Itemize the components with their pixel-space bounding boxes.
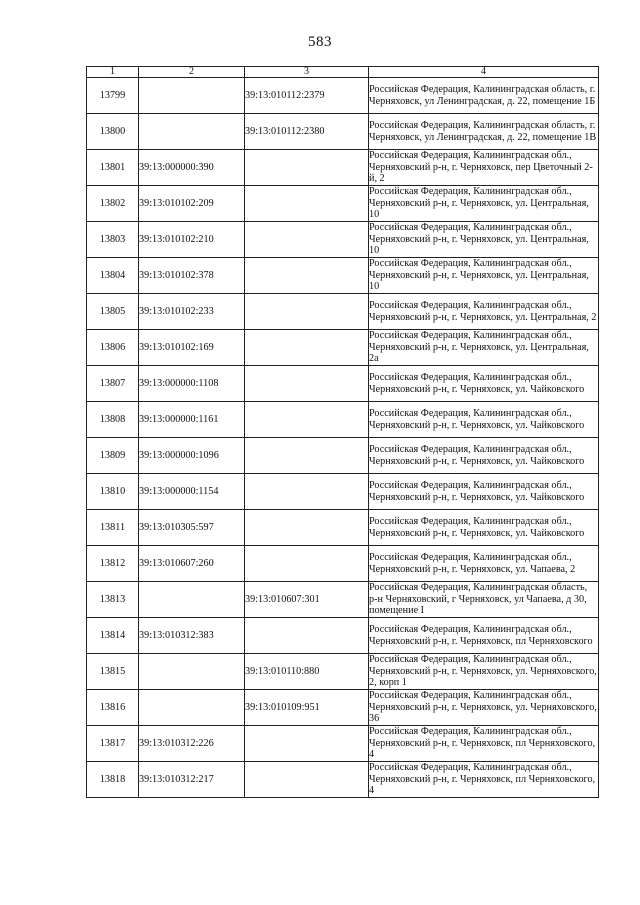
- table-row: [87, 546, 599, 582]
- column-header-land-cadastral: 2: [139, 67, 245, 78]
- address-cell: Российская Федерация, Калининградская область, г. Черняховск, ул Ленинградская, д. 22, помещение 1Б: [369, 78, 599, 114]
- land-cadastral-number-cell: 39:13:010102:169: [139, 330, 245, 366]
- object-cadastral-number-cell: [245, 222, 369, 258]
- object-cadastral-number-cell: 39:13:010112:2379: [245, 78, 369, 114]
- land-cadastral-number-cell: 39:13:000000:1096: [139, 438, 245, 474]
- address-cell: Российская Федерация, Калининградская область, р-н Черняховский, г Черняховск, ул Чапаева, д 30, помещение I: [369, 582, 599, 618]
- object-cadastral-number-cell: [245, 474, 369, 510]
- table-row: [87, 294, 599, 330]
- row-number-cell: 13816: [87, 690, 139, 726]
- row-number-cell: 13801: [87, 150, 139, 186]
- table-row: [87, 330, 599, 366]
- table-row: [87, 186, 599, 222]
- table-row: [87, 474, 599, 510]
- land-cadastral-number-cell: 39:13:000000:390: [139, 150, 245, 186]
- land-cadastral-number-cell: 39:13:010312:217: [139, 762, 245, 798]
- table-row: [87, 438, 599, 474]
- row-number-cell: 13803: [87, 222, 139, 258]
- address-cell: Российская Федерация, Калининградская обл., Черняховский р-н, г. Черняховск, ул. Чайковского: [369, 510, 599, 546]
- address-cell: Российская Федерация, Калининградская обл., Черняховский р-н, г. Черняховск, ул. Черняховского, 36: [369, 690, 597, 725]
- table-row: [87, 726, 599, 762]
- object-cadastral-number-cell: [245, 618, 369, 654]
- land-cadastral-number-cell: 39:13:010312:383: [139, 618, 245, 654]
- address-cell: Российская Федерация, Калининградская обл., Черняховский р-н, г. Черняховск, пер Цветочный 2-й, 2: [369, 150, 599, 186]
- row-number-cell: 13811: [87, 510, 139, 546]
- object-cadastral-number-cell: [245, 330, 369, 366]
- row-number-cell: 13800: [87, 114, 139, 150]
- object-cadastral-number-cell: [245, 546, 369, 582]
- table-body: [87, 78, 599, 798]
- land-cadastral-number-cell: 39:13:010305:597: [139, 510, 245, 546]
- address-cell: Российская Федерация, Калининградская обл., Черняховский р-н, г. Черняховск, ул. Чайковского: [369, 474, 599, 510]
- address-cell: Российская Федерация, Калининградская область, г. Черняховск, ул Ленинградская, д. 22, помещение 1В: [369, 114, 599, 150]
- address-cell: Российская Федерация, Калининградская обл., Черняховский р-н, г. Черняховск, пл Черняховского, 4: [369, 762, 599, 798]
- object-cadastral-number-cell: [245, 402, 369, 438]
- table-row: [87, 654, 599, 690]
- object-cadastral-number-cell: [245, 762, 369, 798]
- object-cadastral-number-cell: [245, 726, 369, 762]
- row-number-cell: 13809: [87, 438, 139, 474]
- row-number-cell: 13799: [87, 78, 139, 114]
- row-number-cell: 13805: [87, 294, 139, 330]
- land-cadastral-number-cell: 39:13:010607:260: [139, 546, 245, 582]
- land-cadastral-number-cell: [139, 654, 245, 690]
- registry-table: [86, 66, 599, 798]
- land-cadastral-number-cell: 39:13:010102:378: [139, 258, 245, 294]
- table-row: [87, 402, 599, 438]
- row-number-cell: 13812: [87, 546, 139, 582]
- address-cell: Российская Федерация, Калининградская обл., Черняховский р-н, г. Черняховск, ул. Центральная, 10: [369, 186, 599, 222]
- row-number-cell: 13807: [87, 366, 139, 402]
- address-cell: Российская Федерация, Калининградская обл., Черняховский р-н, г. Черняховск, ул. Чайковского: [369, 438, 599, 474]
- object-cadastral-number-cell: [245, 366, 369, 402]
- object-cadastral-number-cell: 39:13:010607:301: [245, 582, 369, 618]
- table-row: [87, 78, 599, 114]
- address-cell: Российская Федерация, Калининградская обл., Черняховский р-н, г. Черняховск, ул. Чайковского: [369, 366, 599, 402]
- object-cadastral-number-cell: [245, 294, 369, 330]
- land-cadastral-number-cell: 39:13:010102:209: [139, 186, 245, 222]
- table-row: [87, 114, 599, 150]
- row-number-cell: 13814: [87, 618, 139, 654]
- row-number-cell: 13817: [87, 726, 139, 762]
- address-cell: Российская Федерация, Калининградская обл., Черняховский р-н, г. Черняховск, ул. Черняховского, 2, корп 1: [369, 654, 597, 689]
- column-header-number: 1: [87, 67, 139, 78]
- land-cadastral-number-cell: [139, 114, 245, 150]
- land-cadastral-number-cell: [139, 78, 245, 114]
- object-cadastral-number-cell: [245, 150, 369, 186]
- land-cadastral-number-cell: 39:13:010102:210: [139, 222, 245, 258]
- address-cell: Российская Федерация, Калининградская обл., Черняховский р-н, г. Черняховск, ул. Чайковского: [369, 402, 599, 438]
- land-cadastral-number-cell: [139, 582, 245, 618]
- object-cadastral-number-cell: [245, 258, 369, 294]
- land-cadastral-number-cell: 39:13:000000:1108: [139, 366, 245, 402]
- object-cadastral-number-cell: [245, 186, 369, 222]
- row-number-cell: 13804: [87, 258, 139, 294]
- land-cadastral-number-cell: [139, 690, 245, 726]
- row-number-cell: 13806: [87, 330, 139, 366]
- page-number: 583: [308, 34, 332, 50]
- column-header-object-cadastral: 3: [245, 67, 369, 78]
- row-number-cell: 13810: [87, 474, 139, 510]
- row-number-cell: 13815: [87, 654, 139, 690]
- land-cadastral-number-cell: 39:13:000000:1161: [139, 402, 245, 438]
- address-cell: Российская Федерация, Калининградская обл., Черняховский р-н, г. Черняховск, ул. Центральная, 2: [369, 294, 599, 330]
- object-cadastral-number-cell: 39:13:010109:951: [245, 690, 369, 726]
- address-cell: Российская Федерация, Калининградская обл., Черняховский р-н, г. Черняховск, ул. Чапаева, 2: [369, 546, 599, 582]
- object-cadastral-number-cell: [245, 510, 369, 546]
- address-cell: Российская Федерация, Калининградская обл., Черняховский р-н, г. Черняховск, ул. Центральная, 10: [369, 258, 599, 294]
- row-number-cell: 13813: [87, 582, 139, 618]
- land-cadastral-number-cell: 39:13:000000:1154: [139, 474, 245, 510]
- address-cell: Российская Федерация, Калининградская обл., Черняховский р-н, г. Черняховск, пл Черняховского: [369, 618, 599, 654]
- table-row: [87, 366, 599, 402]
- land-cadastral-number-cell: 39:13:010102:233: [139, 294, 245, 330]
- table-row: [87, 582, 599, 618]
- header-row: [87, 67, 599, 78]
- table-row: [87, 618, 599, 654]
- table-row: [87, 690, 599, 726]
- table-row: [87, 150, 599, 186]
- address-cell: Российская Федерация, Калининградская обл., Черняховский р-н, г. Черняховск, пл Черняховского, 4: [369, 726, 599, 762]
- row-number-cell: 13808: [87, 402, 139, 438]
- table-row: [87, 222, 599, 258]
- column-header-address: 4: [369, 67, 599, 78]
- land-cadastral-number-cell: 39:13:010312:226: [139, 726, 245, 762]
- object-cadastral-number-cell: 39:13:010112:2380: [245, 114, 369, 150]
- object-cadastral-number-cell: 39:13:010110:880: [245, 654, 369, 690]
- row-number-cell: 13802: [87, 186, 139, 222]
- table-row: [87, 510, 599, 546]
- table-row: [87, 762, 599, 798]
- address-cell: Российская Федерация, Калининградская обл., Черняховский р-н, г. Черняховск, ул. Центральная, 2а: [369, 330, 599, 366]
- table-row: [87, 258, 599, 294]
- object-cadastral-number-cell: [245, 438, 369, 474]
- address-cell: Российская Федерация, Калининградская обл., Черняховский р-н, г. Черняховск, ул. Центральная, 10: [369, 222, 599, 258]
- row-number-cell: 13818: [87, 762, 139, 798]
